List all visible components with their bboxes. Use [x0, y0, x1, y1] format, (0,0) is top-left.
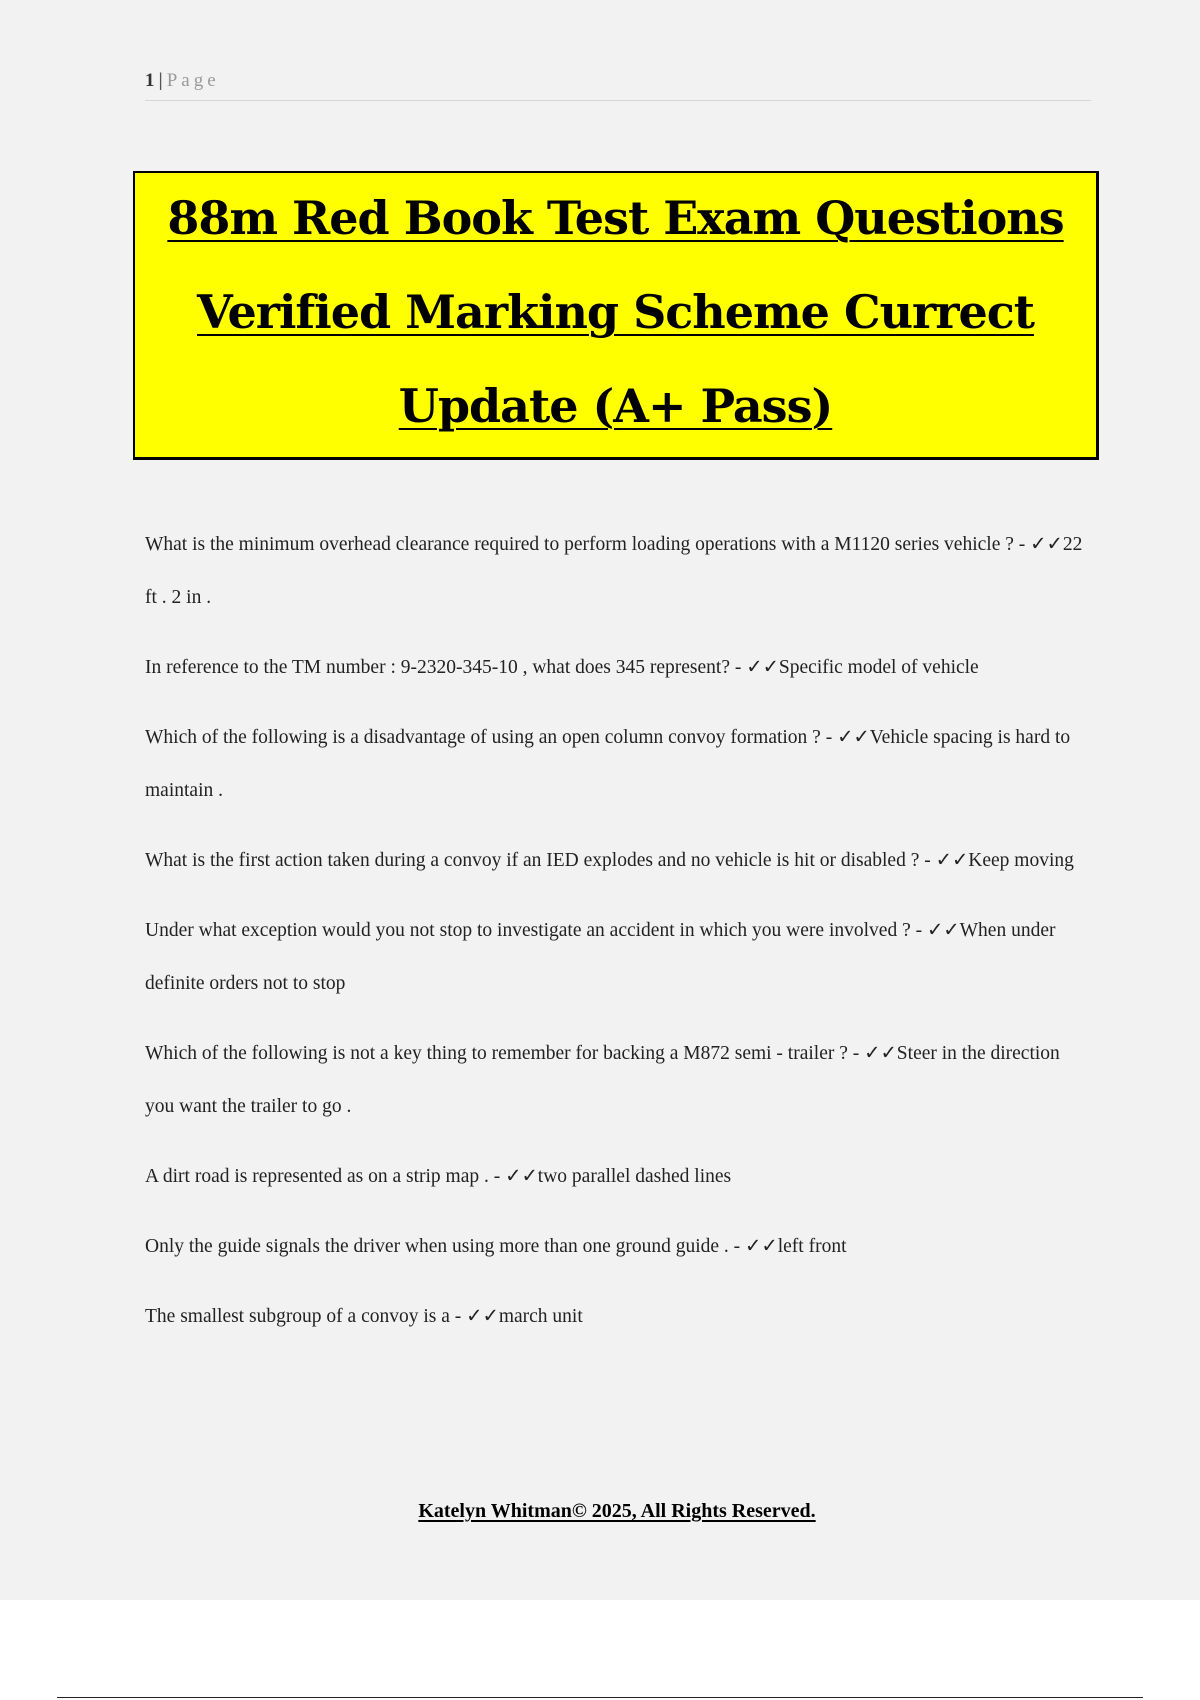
question-answer-list: [145, 518, 1090, 1360]
page-separator: |: [158, 70, 163, 91]
qa-item: Which of the following is a disadvantage of using an open column convoy formation ? - ✓✓Vehicle spacing is hard to maintain .: [145, 727, 1071, 801]
qa-item: The smallest subgroup of a convoy is a - ✓✓march unit: [145, 1306, 583, 1327]
qa-item: Only the guide signals the driver when using more than one ground guide . - ✓✓left front: [145, 1236, 847, 1257]
title-line-1: 88m Red Book Test Exam Questions: [167, 191, 1064, 245]
page-header: [145, 70, 1091, 101]
qa-item: Which of the following is not a key thing to remember for backing a M872 semi - trailer ? - ✓✓Steer in the direction you want the trailer to go .: [145, 1043, 1060, 1117]
qa-item: A dirt road is represented as on a strip map . - ✓✓two parallel dashed lines: [145, 1166, 732, 1187]
title-banner: [133, 171, 1099, 460]
qa-item: What is the minimum overhead clearance required to perform loading operations with a M1120 series vehicle ? - ✓✓22 ft . 2 in .: [145, 534, 1083, 608]
qa-item: Under what exception would you not stop to investigate an accident in which you were involved ? - ✓✓When under definite orders not to stop: [145, 920, 1056, 994]
title-line-3: Update (A+ Pass): [398, 379, 833, 433]
page-label: Page: [166, 70, 220, 91]
qa-item: What is the first action taken during a convoy if an IED explodes and no vehicle is hit or disabled ? - ✓✓Keep moving: [145, 850, 1074, 871]
title-line-2: Verified Marking Scheme Currect: [196, 285, 1035, 339]
page-number: 1: [145, 70, 155, 91]
bottom-divider: [57, 1697, 1143, 1698]
qa-item: In reference to the TM number : 9-2320-345-10 , what does 345 represent? - ✓✓Specific model of vehicle: [145, 657, 979, 678]
copyright-footer: Katelyn Whitman© 2025, All Rights Reserved.: [418, 1500, 816, 1522]
